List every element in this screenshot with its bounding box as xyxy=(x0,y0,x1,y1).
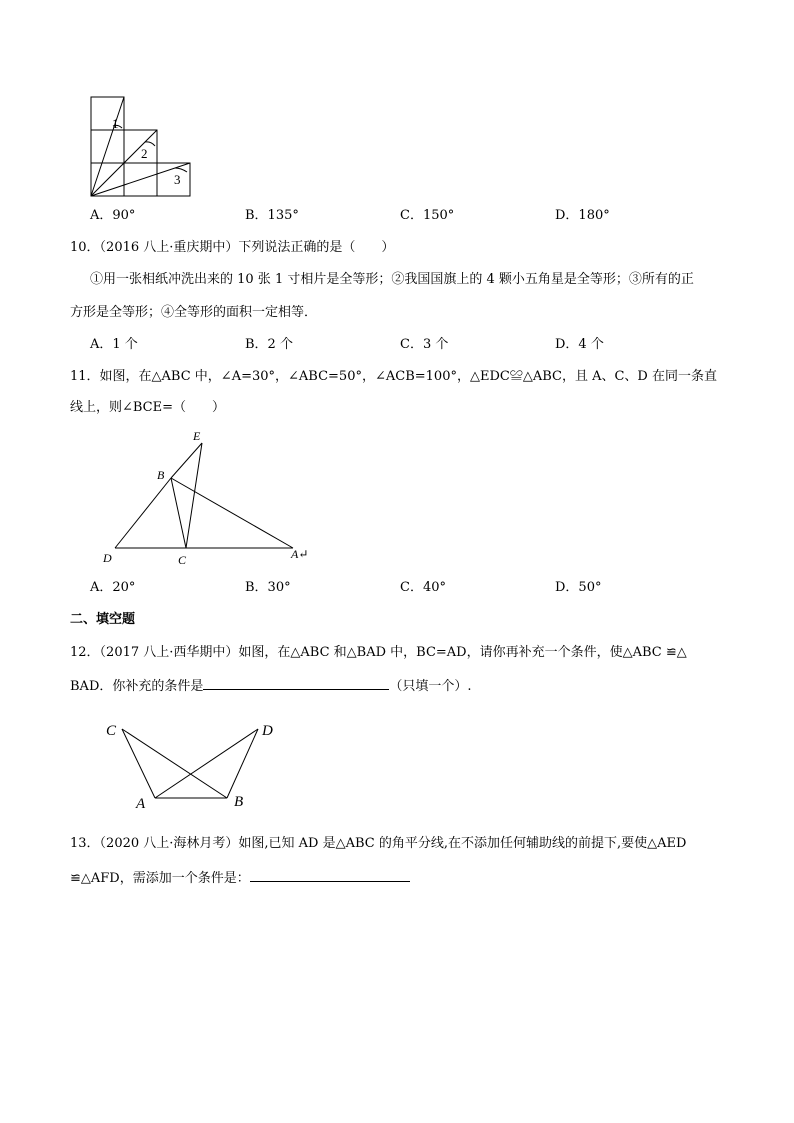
q13-line1: 13．（2020 八上·海林月考）如图,已知 AD 是△ABC 的角平分线,在不添加任何辅助线的前提下,要使△AED xyxy=(70,836,687,851)
q10-option-c[interactable]: C．3 个 xyxy=(400,337,449,352)
q10-body-line1: ①用一张相纸冲洗出来的 10 张 1 寸相片是全等形；②我国国旗上的 4 颗小五角星是全等形；③所有的正 xyxy=(90,272,694,287)
q11-line1: 11．如图，在△ABC 中，∠A=30°，∠ABC=50°，∠ACB=100°，△EDC≌△ABC，且 A、C、D 在同一条直 xyxy=(70,369,717,384)
q12-answer-blank[interactable] xyxy=(203,677,389,690)
segment-cb xyxy=(122,729,227,798)
angle-label-2: 2 xyxy=(141,146,148,161)
q10-body-line2: 方形是全等形；④全等形的面积一定相等． xyxy=(70,305,318,320)
grid-cell xyxy=(91,97,124,130)
angle-label-1: 1 xyxy=(112,116,119,131)
q13-answer-blank[interactable] xyxy=(250,869,410,882)
q11-option-a[interactable]: A．20° xyxy=(90,580,136,595)
q9-option-a[interactable]: A．90° xyxy=(90,208,136,223)
q9-option-c[interactable]: C．150° xyxy=(400,208,455,223)
point-e-label: E xyxy=(193,429,201,443)
point-c-label: C xyxy=(106,723,117,739)
section-heading-fill-blank: 二、填空题 xyxy=(70,612,136,627)
q13-line2 xyxy=(70,869,410,887)
q11-option-c[interactable]: C．40° xyxy=(400,580,446,595)
q10-stem: 10．（2016 八上·重庆期中）下列说法正确的是（ ） xyxy=(70,240,395,255)
q12-line2-after: （只填一个）. xyxy=(389,679,472,694)
segment-db xyxy=(115,478,171,548)
angle-label-3: 3 xyxy=(174,172,181,187)
diagonal-1 xyxy=(91,97,124,196)
q12-line1: 12．（2017 八上·西华期中）如图，在△ABC 和△BAD 中，BC=AD，请你再补充一个条件，使△ABC ≌△ xyxy=(70,645,687,660)
q10-option-d[interactable]: D．4 个 xyxy=(555,337,604,352)
segment-ba xyxy=(171,478,293,548)
q12-line2 xyxy=(70,677,472,695)
q9-option-b[interactable]: B．135° xyxy=(245,208,299,223)
segment-bc xyxy=(171,478,186,548)
point-d-label: D xyxy=(262,723,273,739)
q10-option-a[interactable]: A．1 个 xyxy=(90,337,138,352)
q13-line2-text: ≌△AFD，需添加一个条件是： xyxy=(70,871,250,886)
point-a-label: A xyxy=(136,796,146,812)
q11-option-d[interactable]: D．50° xyxy=(555,580,602,595)
point-b-label: B xyxy=(234,794,244,810)
q12-figure xyxy=(100,715,290,815)
q9-grid-figure xyxy=(85,92,197,202)
q9-option-d[interactable]: D．180° xyxy=(555,208,610,223)
point-d-label: D xyxy=(103,551,112,565)
point-c-label: C xyxy=(178,553,187,567)
point-a-label: A↵ xyxy=(291,547,309,561)
q11-triangle-figure xyxy=(95,425,325,570)
q12-line2-before: BAD．你补充的条件是 xyxy=(70,679,204,694)
q10-option-b[interactable]: B．2 个 xyxy=(245,337,293,352)
q11-line2: 线上，则∠BCE=（ ） xyxy=(70,400,226,415)
q11-option-b[interactable]: B．30° xyxy=(245,580,291,595)
point-b-label: B xyxy=(157,468,165,482)
